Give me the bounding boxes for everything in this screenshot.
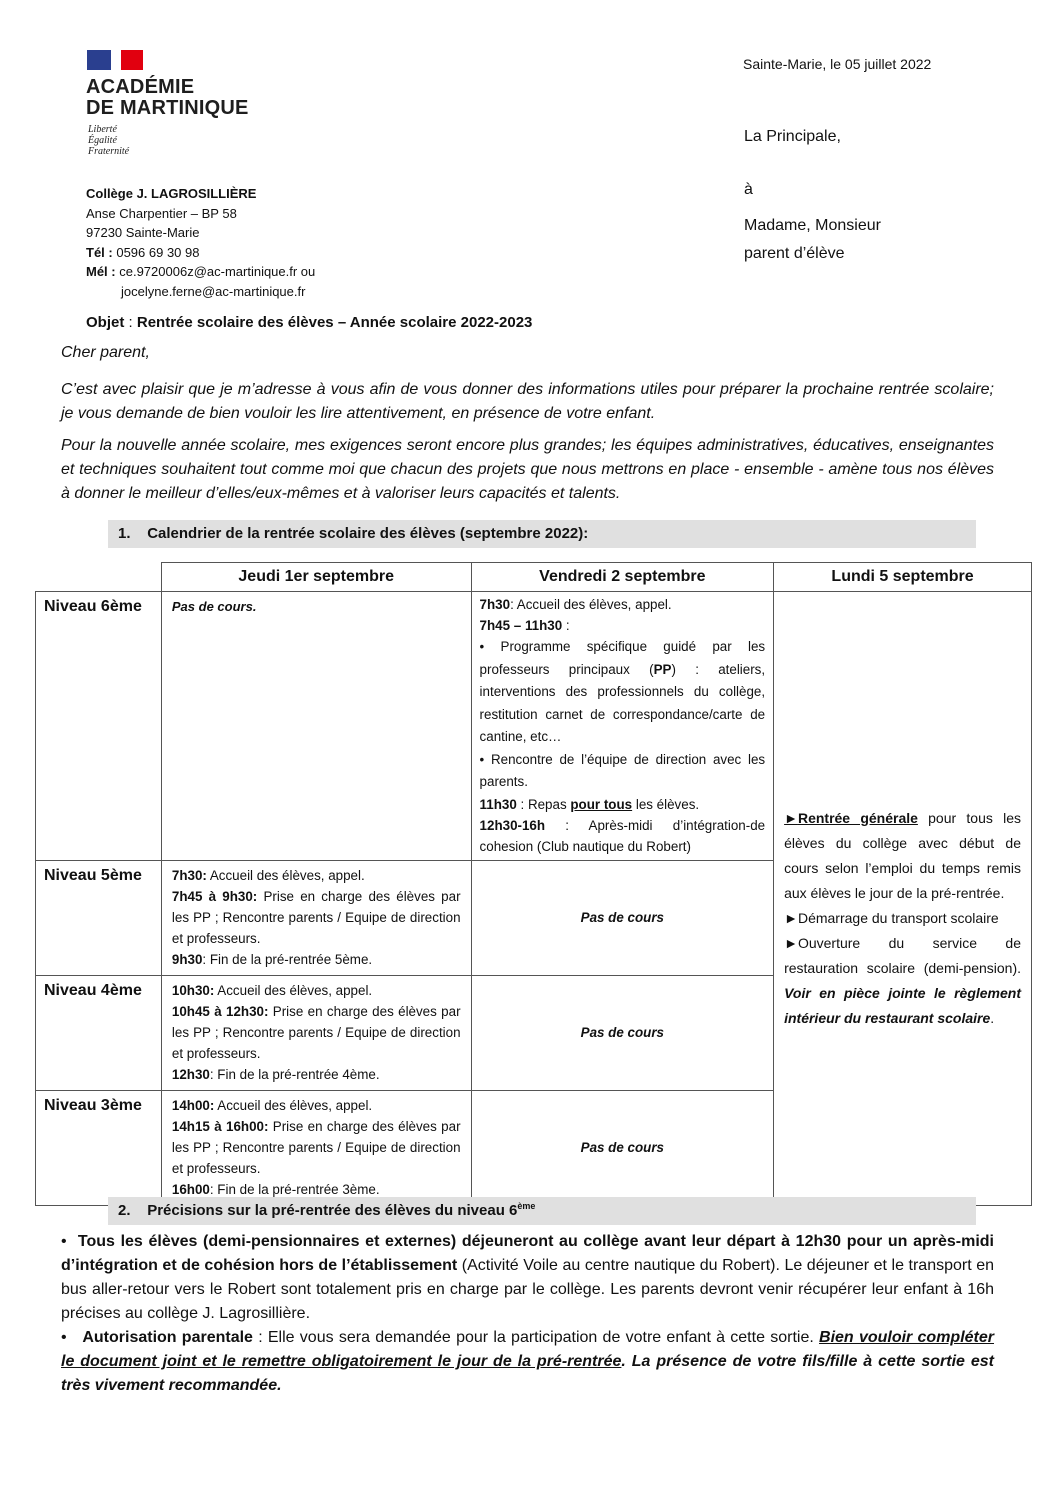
jeudi-4eme: 10h30: Accueil des élèves, appel. 10h45 à 12h30: Prise en charge des élèves par les PP ; Rencontre parents / Equipe de direction et professeurs. 12h30: Fin de la pré-rentrée 4ème.	[161, 975, 471, 1090]
jeudi-5eme: 7h30: Accueil des élèves, appel. 7h45 à 9h30: Prise en charge des élèves par les PP ; Rencontre parents / Equipe de direction et professeurs. 9h30: Fin de la pré-rentrée 5ème.	[161, 860, 471, 975]
school-name: Collège J. LAGROSILLIÈRE	[86, 186, 257, 201]
email-line: Mél : ce.9720006z@ac-martinique.fr ou	[86, 264, 316, 279]
jeudi-6eme: Pas de cours.	[161, 592, 471, 861]
arrow-right-icon: ►Rentrée générale	[784, 809, 918, 826]
marianne-flag-logo	[87, 50, 143, 70]
header-jeudi: Jeudi 1er septembre	[161, 563, 471, 592]
table-row	[36, 592, 1032, 861]
address-line-2: 97230 Sainte-Marie	[86, 225, 200, 240]
jeudi-3eme: 14h00: Accueil des élèves, appel. 14h15 à 16h00: Prise en charge des élèves par les PP ; Rencontre parents / Equipe de direction et professeurs. 16h00: Fin de la pré-rentrée 3ème.	[161, 1090, 471, 1205]
vendredi-5eme: Pas de cours	[471, 860, 774, 975]
intro-paragraph-1: C’est avec plaisir que je m’adresse à vous afin de vous donner des informations utiles pour préparer la prochaine rentrée scolaire; je vous demande de bien vouloir les lire attentivement, en présence de votre enfant.	[61, 381, 994, 422]
republic-motto: Liberté Égalité Fraternité	[88, 124, 130, 157]
vendredi-4eme: Pas de cours	[471, 975, 774, 1090]
intro-paragraph-2: Pour la nouvelle année scolaire, mes exigences seront encore plus grandes; les équipes administratives, éducatives, enseignantes et techniques souhaitent tout comme moi que chacun des projets que nous mettrons en place - ensemble - amène tous nos élèves à donner le meilleur d’elles/eux-mêmes et à valoriser leurs capacités et talents.	[61, 437, 994, 502]
header-lundi: Lundi 5 septembre	[774, 563, 1032, 592]
sender: La Principale,	[744, 128, 841, 145]
calendar-table	[35, 562, 1032, 1206]
arrow-right-icon: ►	[784, 909, 798, 926]
flag-red-band	[121, 50, 143, 70]
bullet-icon: •	[61, 1329, 83, 1346]
school-address-block	[86, 184, 315, 301]
flag-white-band	[111, 50, 121, 70]
flag-blue-band	[87, 50, 111, 70]
arrow-right-icon: ►	[784, 934, 798, 951]
level-3eme: Niveau 3ème	[36, 1090, 162, 1205]
level-5eme: Niveau 5ème	[36, 860, 162, 975]
salutation: Cher parent,	[61, 344, 150, 361]
level-6eme: Niveau 6ème	[36, 592, 162, 861]
section-1-title: 1. Calendrier de la rentrée scolaire des élèves (septembre 2022):	[118, 525, 589, 542]
vendredi-6eme: 7h30: Accueil des élèves, appel. 7h45 – 11h30 : • Programme spécifique guidé par les professeurs principaux (PP) : ateliers, interventions des professionnels du collège, restitution carnet de correspondance/carte de cantine, etc… • Rencontre de l’équipe de direction avec les parents. 11h30 : Repas pour tous les élèves. 12h30-16h : Après-midi d’intégration-de cohesion (Club nautique du Robert)	[471, 592, 774, 861]
letter-date: Sainte-Marie, le 05 juillet 2022	[743, 56, 932, 72]
recipient-line-2: parent d’élève	[744, 245, 845, 262]
empty-corner	[36, 563, 162, 592]
table-header-row	[36, 563, 1032, 592]
phone-line: Tél : 0596 69 30 98	[86, 244, 200, 260]
vendredi-3eme: Pas de cours	[471, 1090, 774, 1205]
level-4eme: Niveau 4ème	[36, 975, 162, 1090]
bullet-lunch-integration: • Tous les élèves (demi-pensionnaires et externes) déjeuneront au collège avant leur départ à 12h30 pour un après-midi d’intégration et de cohésion hors de l’établissement (Activité Voile au centre nautique du Robert). Le déjeuner et le transport en bus aller-retour vers le Robert sont totalement pris en charge par le collège. Les parents devront venir récupérer leur enfant à 16h précises au collège J. Lagrosillière.	[61, 1233, 995, 1322]
section-2-title: 2. Précisions sur la pré-rentrée des élèves du niveau 6ème	[118, 1201, 536, 1219]
recipient-line-1: Madame, Monsieur	[744, 217, 881, 234]
email-link-1[interactable]: ce.9720006z@ac-martinique.fr ou	[115, 264, 316, 279]
to-label: à	[744, 181, 753, 198]
bullet-parental-authorization: • Autorisation parentale : Elle vous sera demandée pour la participation de votre enfant à cette sortie. Bien vouloir compléter le document joint et le remettre obligatoirement le jour de la pré-rentrée. La présence de votre fils/fille à cette sortie est très vivement recommandée.	[61, 1329, 994, 1394]
lundi-all-levels: ►Rentrée générale pour tous les élèves du collège avec début de cours selon l’emploi du temps remis aux élèves le jour de la pré-rentrée. ►Démarrage du transport scolaire ►Ouverture du service de restauration scolaire (demi-pension). Voir en pièce jointe le règlement intérieur du restaurant scolaire.	[774, 592, 1032, 1206]
subject-line: Objet : Rentrée scolaire des élèves – Année scolaire 2022-2023	[86, 314, 533, 331]
header-vendredi: Vendredi 2 septembre	[471, 563, 774, 592]
bullet-icon: •	[61, 1233, 78, 1250]
email-link-2[interactable]: jocelyne.ferne@ac-martinique.fr	[121, 283, 306, 299]
address-line-1: Anse Charpentier – BP 58	[86, 205, 237, 221]
academy-name: ACADÉMIE DE MARTINIQUE	[86, 76, 249, 119]
